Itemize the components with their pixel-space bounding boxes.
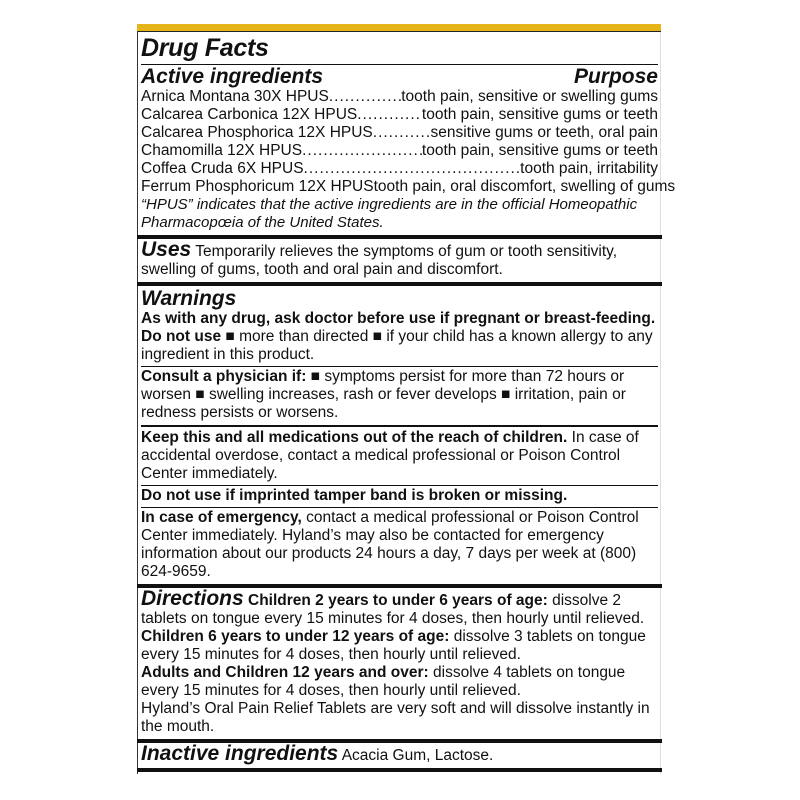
section-divider [137,235,662,239]
section-divider [137,282,662,286]
purpose-heading: Purpose [573,65,658,88]
active-ingredients-heading: Active ingredients [141,65,324,88]
ingredient-purpose: tooth pain, irritability [520,160,658,177]
leader-dots [329,88,401,106]
divider [141,366,658,367]
emergency-warning [141,509,658,581]
children-6-12-label: Children 6 years to under 12 years of age: [141,628,450,645]
divider [141,485,658,486]
uses-text: Temporarily relieves the symptoms of gum or tooth sensitivity, swelling of gums, tooth and oral pain and discomfort. [141,243,618,278]
inactive-ingredients-text: Acacia Gum, Lactose. [341,747,494,764]
ingredient-row [141,178,676,196]
inactive-ingredients-section [141,742,658,765]
do-not-use-label: Do not use [141,328,222,345]
ingredient-row [141,124,658,142]
emergency-label: In case of emergency, [141,509,302,526]
ingredient-purpose: tooth pain, sensitive or swelling gums [401,88,658,105]
directions-section [141,587,658,628]
consult-warning [141,368,658,422]
tamper-warning: Do not use if imprinted tamper band is broken or missing. [141,487,568,504]
active-ingredients-header [141,66,658,88]
pregnancy-warning: As with any drug, ask doctor before use if pregnant or breast-feeding. [141,310,656,327]
leader-dots [373,124,431,142]
dissolve-note: Hyland’s Oral Pain Relief Tablets are very soft and will dissolve instantly in the mouth. [141,700,650,735]
leader-dots [357,106,422,124]
adults-text: dissolve 4 tablets on tongue every 15 minutes for 4 doses, then hourly until relieved. [141,664,626,699]
do-not-use-item: more than directed [239,328,369,345]
ingredient-name: Coffea Cruda 6X HPUS [141,160,304,177]
drug-facts-panel [137,24,676,774]
ingredient-name: Calcarea Carbonica 12X HPUS [141,106,358,123]
consult-label: Consult a physician if: [141,368,307,385]
keep-away-label: Keep this and all medications out of the reach of children. [141,429,568,446]
ingredient-name: Ferrum Phosphoricum 12X HPUS [141,178,374,195]
ingredient-row [141,88,658,106]
drug-facts-title: Drug Facts [141,34,269,62]
uses-section [141,238,658,279]
ingredient-row [141,160,658,178]
consult-item: irritation, pain or redness persists or worsens. [141,386,626,421]
yellow-accent-bar [137,24,661,31]
consult-item: swelling increases, rash or fever develops [208,386,497,403]
leader-dots [302,142,422,160]
drug-facts-content [141,34,676,774]
bullet-icon: ■ [195,386,205,403]
bullet-icon: ■ [372,328,383,345]
bullet-icon: ■ [225,328,235,345]
ingredient-row [141,106,658,124]
children-2-6-text: dissolve 2 tablets on tongue every 15 minutes for 4 doses, then hourly until relieved. [141,592,645,627]
adults-direction [141,664,658,700]
bottom-divider [137,768,662,772]
divider [141,425,658,427]
keep-away-warning [141,429,658,483]
inactive-ingredients-heading: Inactive ingredients [141,742,339,765]
do-not-use-item: if your child has a known allergy to any ingredient in this product. [141,328,653,363]
ingredient-purpose: tooth pain, sensitive gums or teeth [421,106,658,123]
ingredient-name: Arnica Montana 30X HPUS [141,88,329,105]
adults-label: Adults and Children 12 years and over: [141,664,429,681]
ingredient-row [141,142,658,160]
ingredient-name: Chamomilla 12X HPUS [141,142,303,159]
divider [141,507,658,508]
ingredient-purpose: sensitive gums or teeth, oral pain [430,124,658,141]
children-2-6-label: Children 2 years to under 6 years of age: [248,592,548,609]
top-divider [137,31,661,32]
ingredient-purpose: tooth pain, sensitive gums or teeth [421,142,658,159]
bullet-icon: ■ [310,368,321,385]
leader-dots [304,160,521,178]
warnings-heading: Warnings [141,287,237,310]
children-6-12-direction [141,628,658,664]
do-not-use-warning [141,328,658,364]
uses-heading: Uses [141,238,192,261]
directions-heading: Directions [141,587,244,610]
keep-away-text: In case of accidental overdose, contact a medical professional or Poison Control Center immediately. [141,429,639,482]
active-ingredients-list [141,88,676,196]
ingredient-name: Calcarea Phosphorica 12X HPUS [141,124,373,141]
consult-item: symptoms persist for more than 72 hours or worsen [141,368,625,403]
hpus-note: “HPUS” indicates that the active ingredients are in the official Homeopathic Pharmacopœia of the United States. [141,196,638,231]
children-6-12-text: dissolve 3 tablets on tongue every 15 minutes for 4 doses, then hourly until relieved. [141,628,646,663]
ingredient-purpose: tooth pain, oral discomfort, swelling of gums [373,178,676,195]
bullet-icon: ■ [501,386,511,403]
left-border [137,31,138,774]
emergency-text: contact a medical professional or Poison Control Center immediately. Hyland’s may also be contacted for emergency information about our products 24 hours a day, 7 days per week at (800) 624-9659. [141,509,639,580]
